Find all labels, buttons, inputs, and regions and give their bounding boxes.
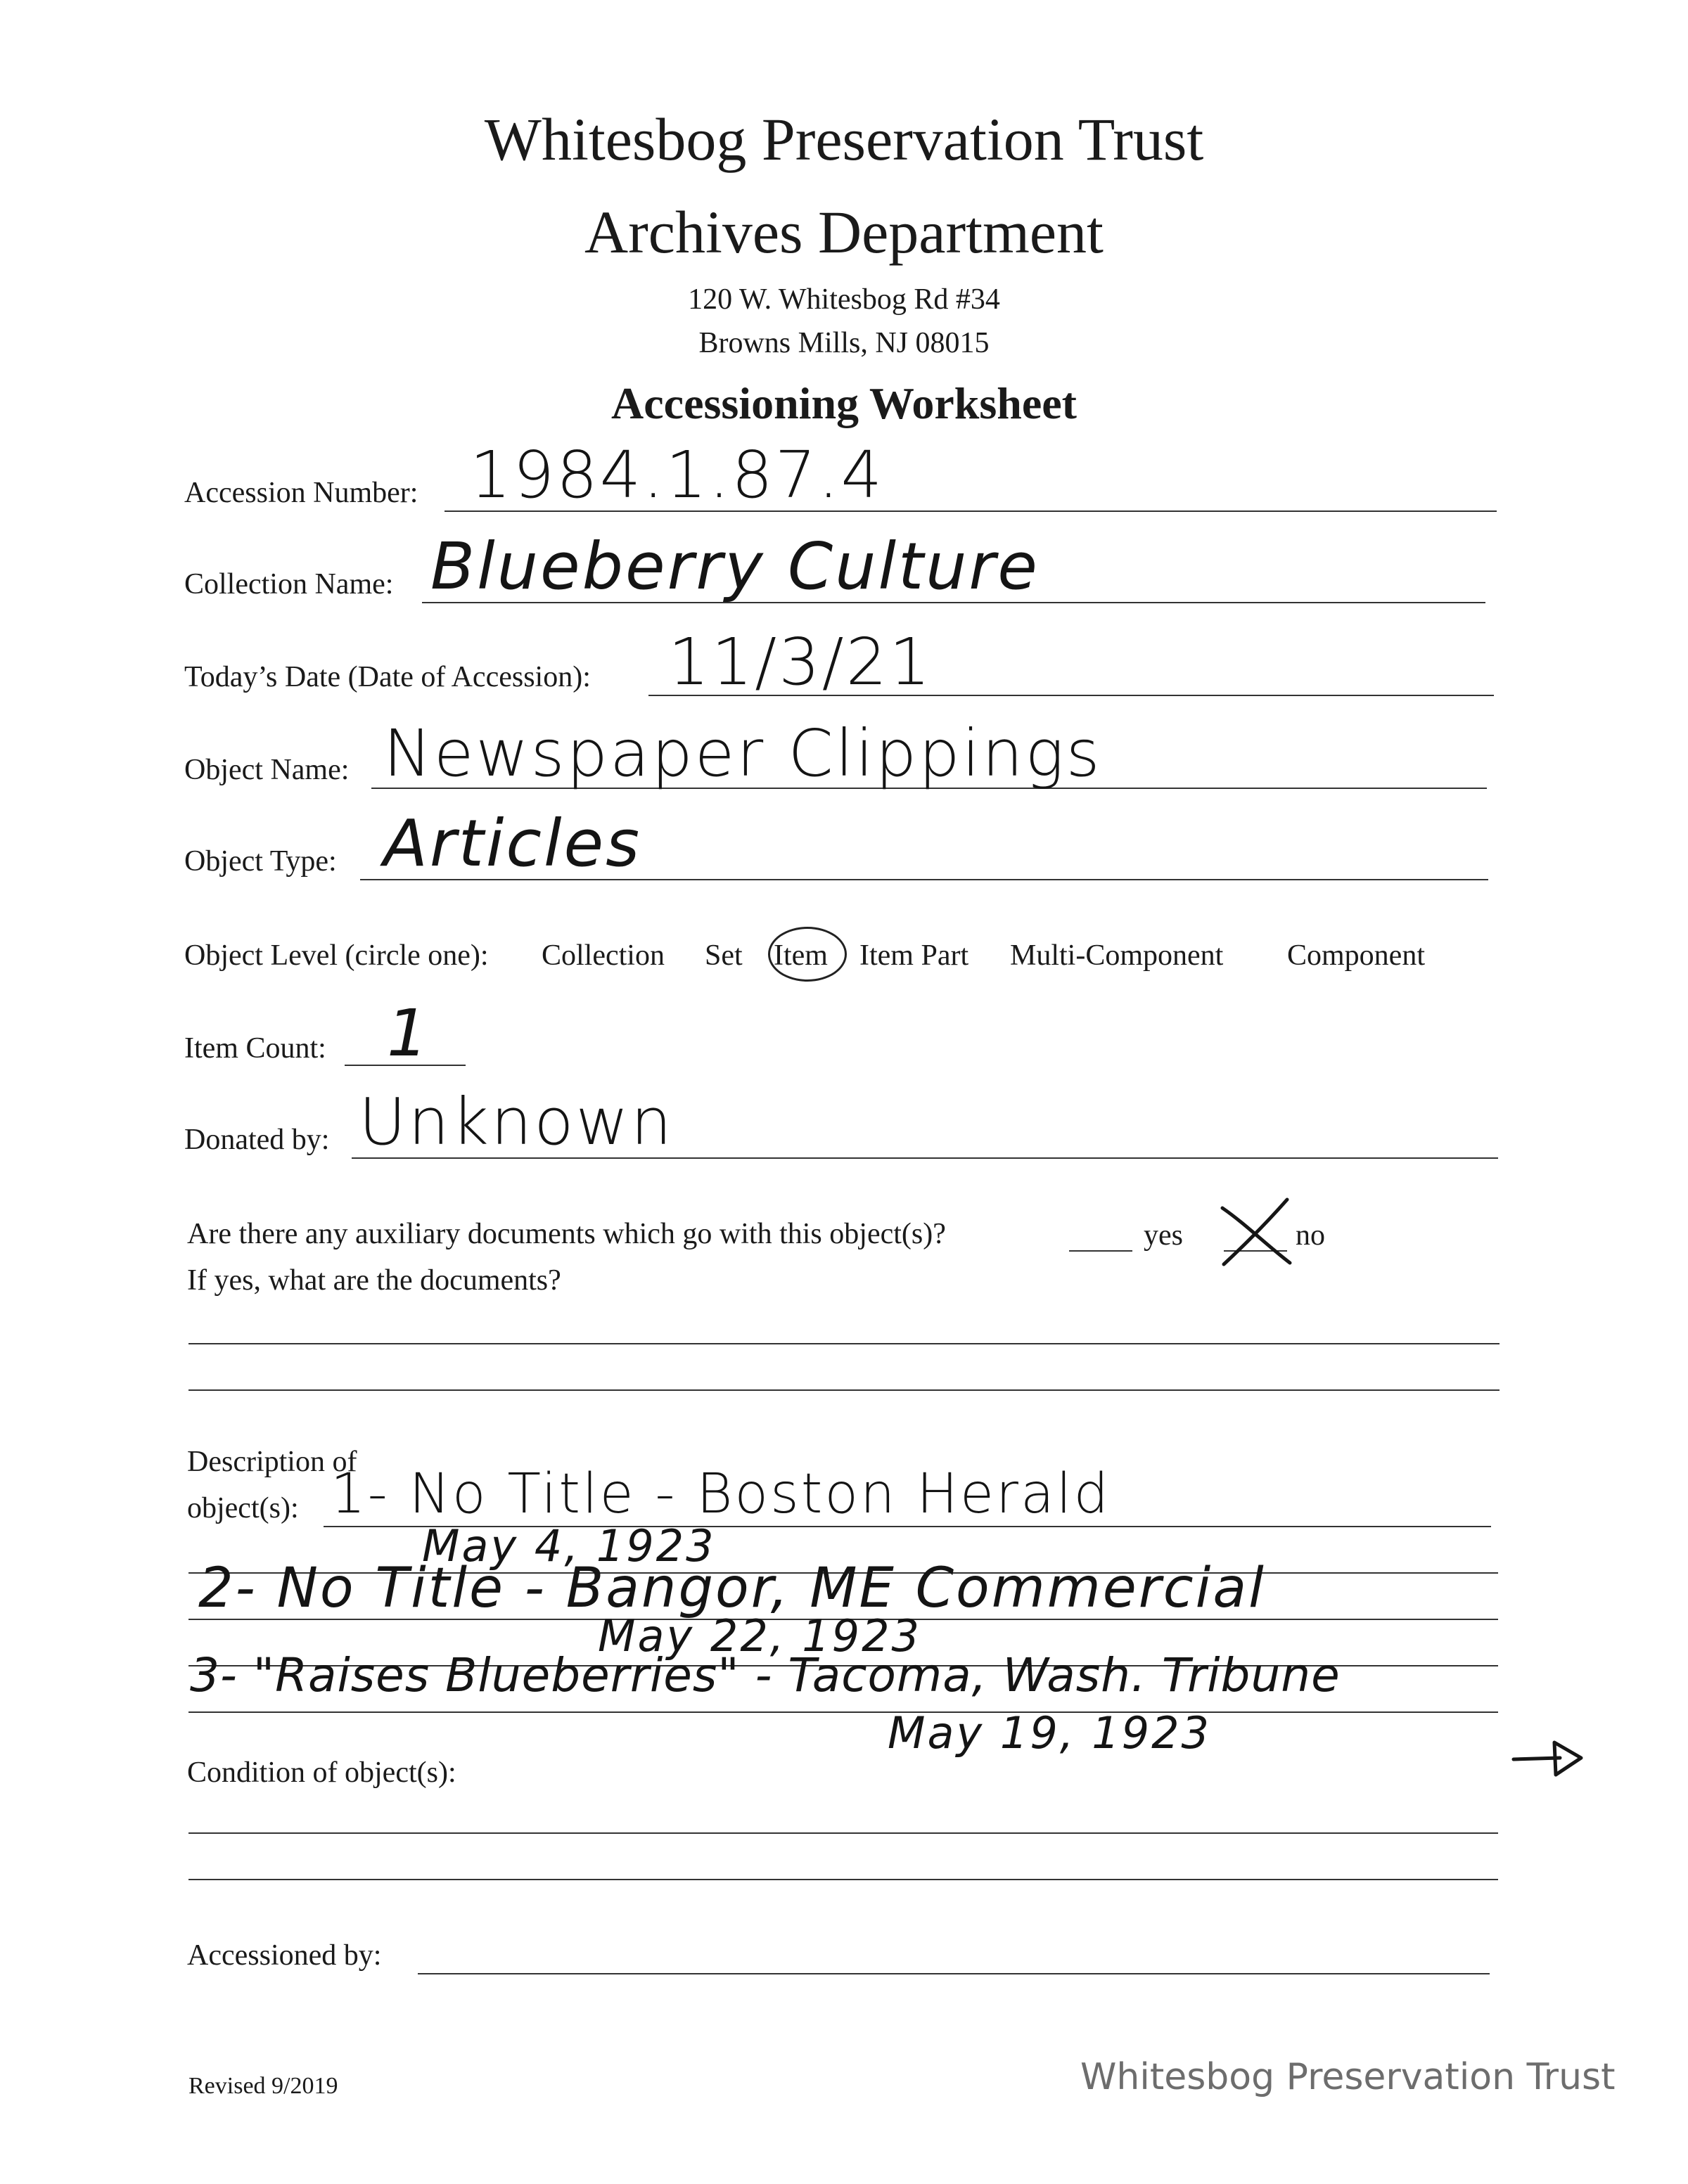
object-level-label: Object Level (circle one): [184, 939, 489, 972]
auxiliary-answer-line-1[interactable] [188, 1343, 1500, 1344]
object-type-label: Object Type: [184, 845, 337, 878]
object-level-option-item-part[interactable]: Item Part [859, 939, 969, 972]
form-title: Accessioning Worksheet [611, 378, 1077, 428]
condition-line-2[interactable] [188, 1879, 1498, 1880]
object-level-option-collection[interactable]: Collection [542, 939, 665, 972]
description-label-line-2: object(s): [187, 1492, 299, 1524]
object-level-option-item[interactable]: Item [774, 939, 828, 972]
description-entry-3[interactable]: 3- "Raises Blueberries" - Tacoma, Wash. Tribune [190, 1648, 1341, 1702]
no-check-x-mark [1217, 1195, 1294, 1266]
object-level-option-component[interactable]: Component [1287, 939, 1425, 972]
condition-label: Condition of object(s): [187, 1756, 456, 1789]
description-entry-2-date[interactable]: May 22, 1923 [598, 1610, 921, 1662]
description-entry-3-date[interactable]: May 19, 1923 [888, 1707, 1211, 1759]
accession-number-label: Accession Number: [184, 477, 418, 509]
object-name-label: Object Name: [184, 754, 350, 786]
yes-label: yes [1144, 1219, 1183, 1252]
item-count-label: Item Count: [184, 1032, 326, 1065]
description-entry-1-date[interactable]: May 4, 1923 [422, 1520, 716, 1572]
object-level-option-multi-component[interactable]: Multi-Component [1010, 939, 1224, 972]
description-label-line-1: Description of [187, 1446, 357, 1478]
object-level-option-set[interactable]: Set [705, 939, 743, 972]
address-line-2: Browns Mills, NJ 08015 [698, 327, 990, 359]
donated-by-value[interactable]: Unknown [359, 1084, 674, 1160]
dept-title: Archives Department [584, 198, 1104, 266]
accession-number-value[interactable]: 1984.1.87.4 [470, 437, 884, 513]
auxiliary-question: Are there any auxiliary documents which go with this object(s)? [187, 1218, 946, 1250]
accessioned-by-label: Accessioned by: [187, 1939, 382, 1972]
condition-line-1[interactable] [188, 1832, 1498, 1834]
auxiliary-answer-line-2[interactable] [188, 1389, 1500, 1391]
item-count-value[interactable]: 1 [387, 996, 430, 1071]
revised-date: Revised 9/2019 [188, 2073, 338, 2099]
accessioned-by-line[interactable] [418, 1973, 1490, 1974]
description-entry-2[interactable]: 2- No Title - Bangor, ME Commercial [198, 1557, 1266, 1620]
date-of-accession-label: Today’s Date (Date of Accession): [184, 661, 591, 693]
date-of-accession-value[interactable]: 11/3/21 [668, 624, 933, 700]
no-label: no [1296, 1219, 1325, 1252]
object-type-value[interactable]: Articles [383, 806, 642, 881]
object-name-value[interactable]: Newspaper Clippings [383, 716, 1102, 791]
collection-name-label: Collection Name: [184, 568, 394, 600]
watermark: Whitesbog Preservation Trust [1080, 2056, 1616, 2098]
selected-circle-mark [768, 927, 847, 982]
auxiliary-followup: If yes, what are the documents? [187, 1264, 561, 1297]
yes-blank-line[interactable] [1069, 1250, 1132, 1252]
donated-by-label: Donated by: [184, 1124, 330, 1156]
address-line-1: 120 W. Whitesbog Rd #34 [688, 283, 1000, 316]
org-title: Whitesbog Preservation Trust [484, 105, 1204, 173]
continue-arrow-icon [1511, 1737, 1588, 1779]
collection-name-value[interactable]: Blueberry Culture [430, 529, 1040, 604]
description-entry-1[interactable]: 1- No Title - Boston Herald [331, 1463, 1111, 1526]
description-line-5 [188, 1711, 1498, 1713]
